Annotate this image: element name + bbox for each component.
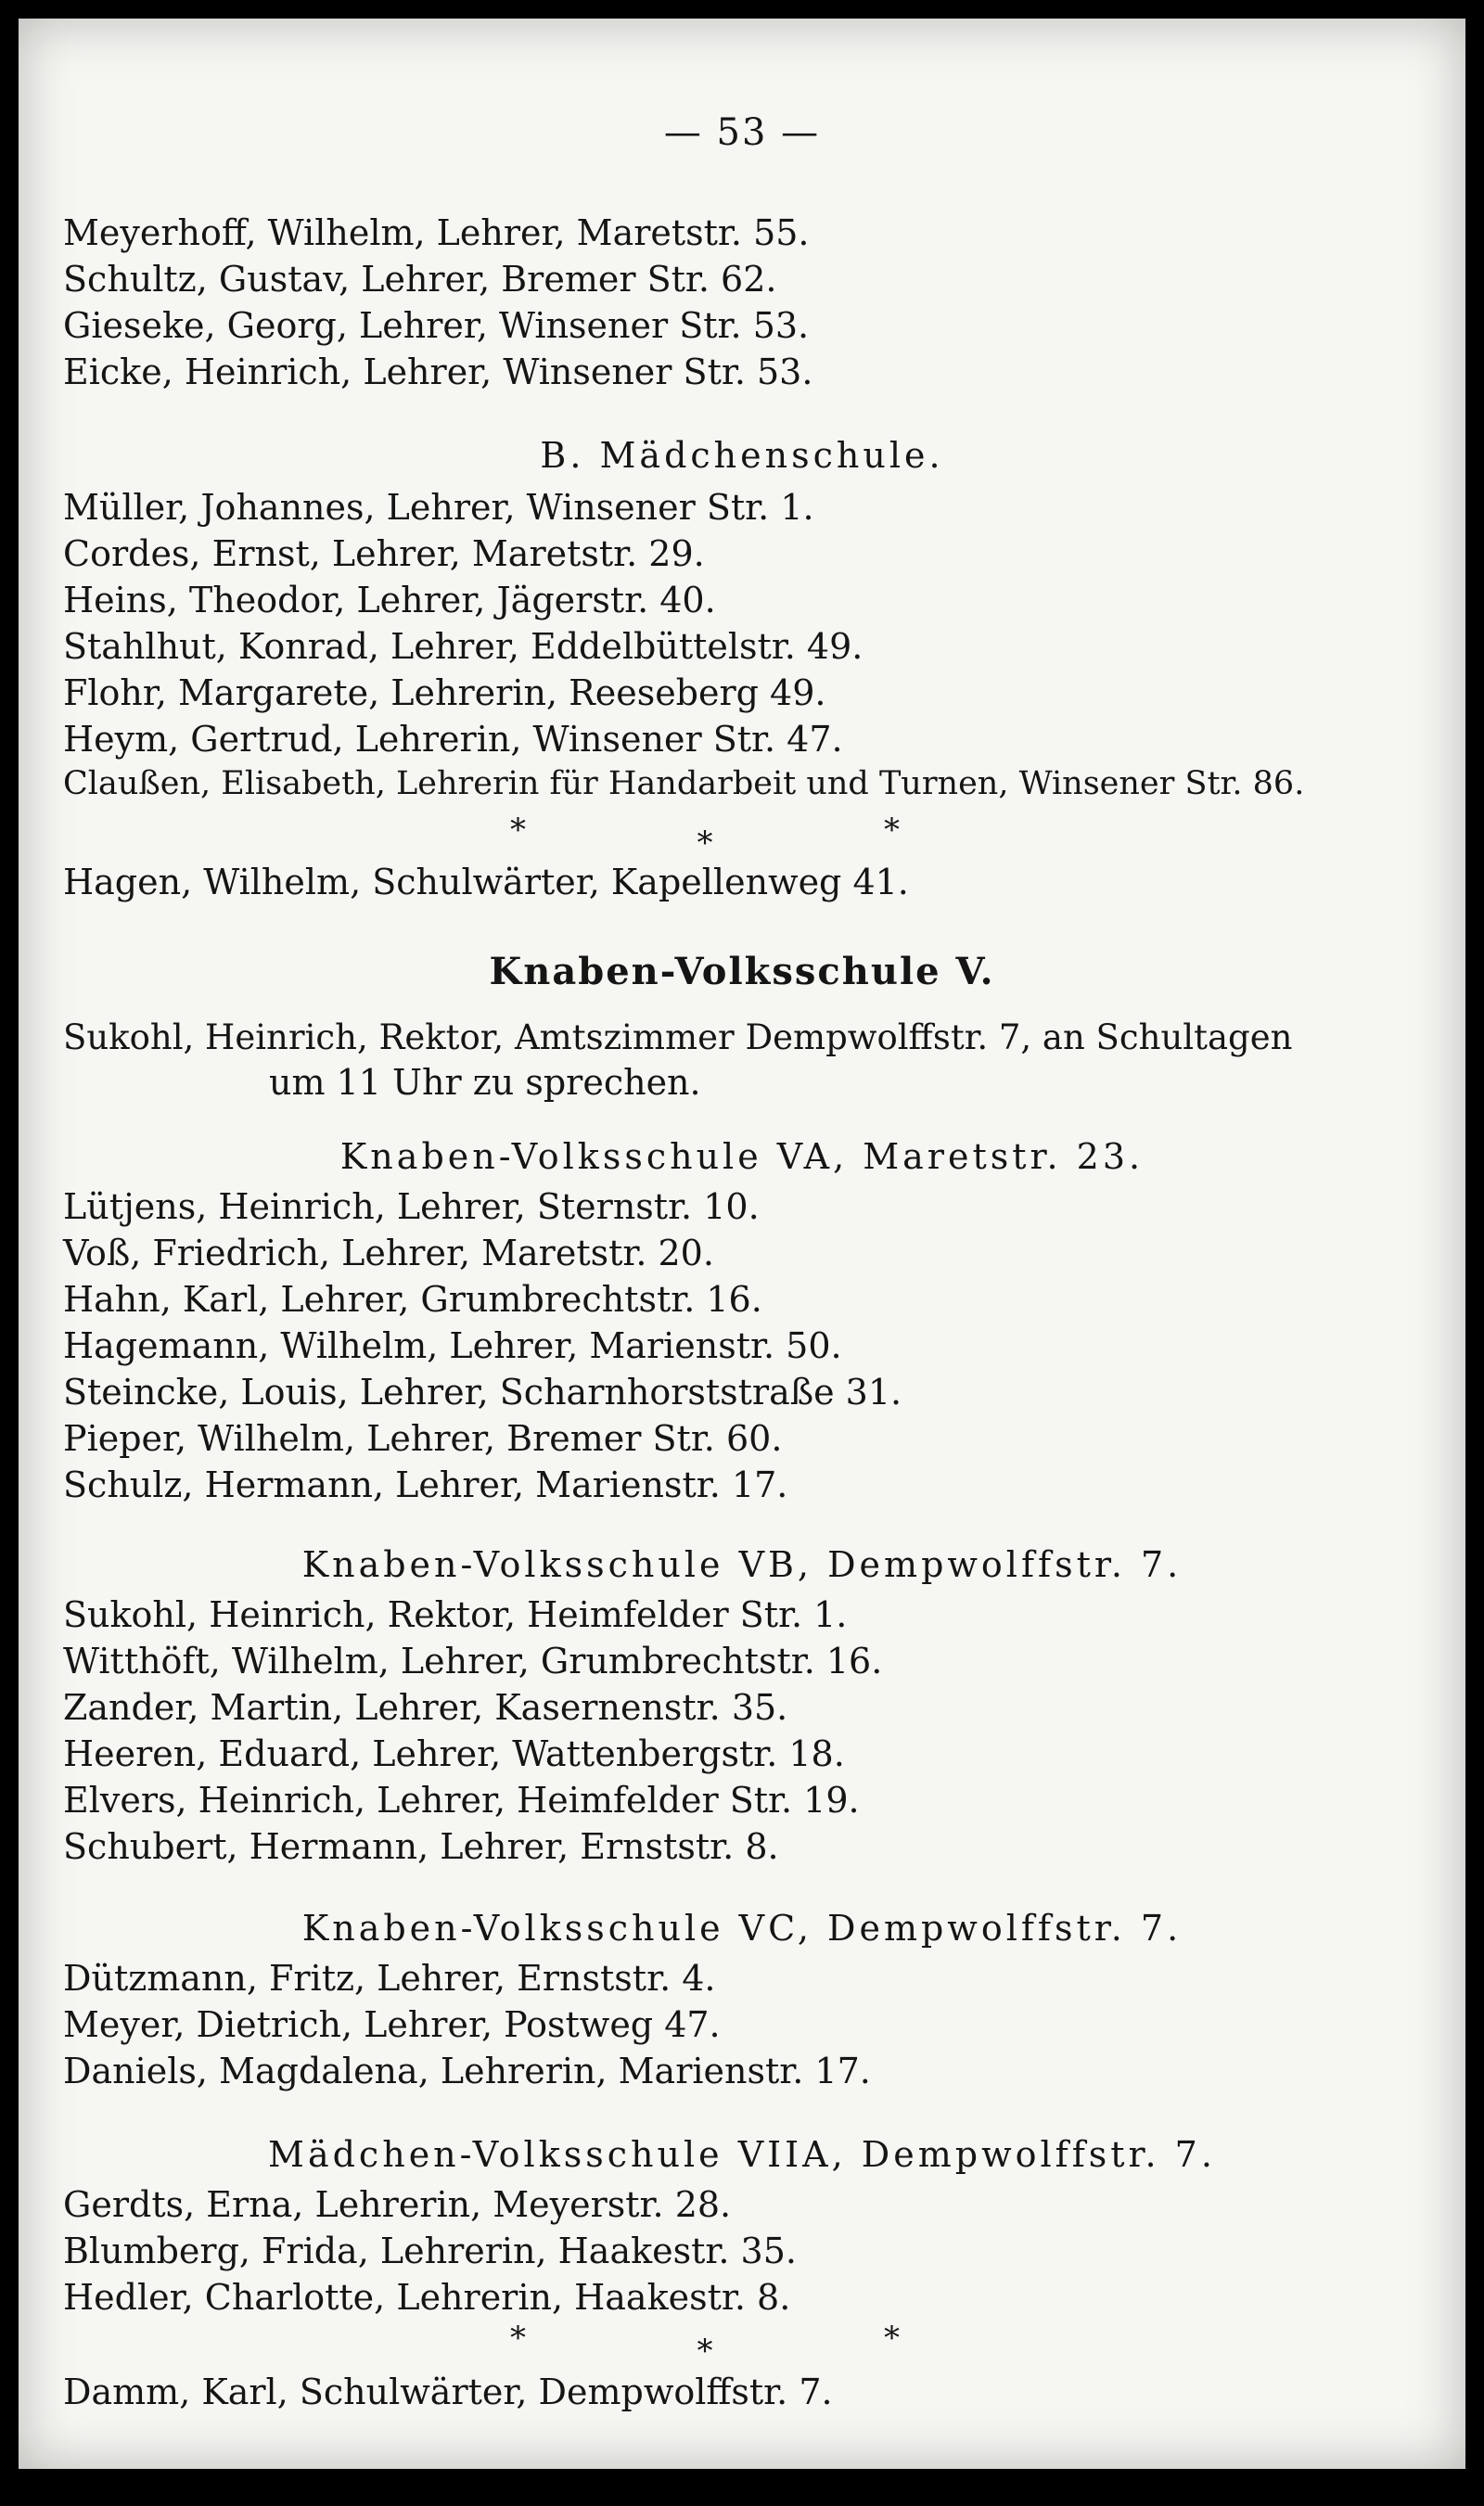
star-glyph: *: [510, 2320, 526, 2357]
list-item-continuation: um 11 Uhr zu sprechen.: [269, 1062, 701, 1103]
star-glyph: *: [697, 2333, 713, 2370]
list-item: Lütjens, Heinrich, Lehrer, Sternstr. 10.: [63, 1186, 760, 1227]
star-glyph: *: [884, 2320, 900, 2357]
section-heading-volksschule-v: Knaben-Volksschule V.: [489, 950, 995, 993]
list-item: Meyer, Dietrich, Lehrer, Postweg 47.: [63, 2004, 721, 2045]
list-item: Daniels, Magdalena, Lehrerin, Marienstr. 17.: [63, 2051, 871, 2091]
janitor-entry: Hagen, Wilhelm, Schulwärter, Kapellenweg 41.: [63, 862, 909, 902]
list-item: Dützmann, Fritz, Lehrer, Ernststr. 4.: [63, 1958, 716, 1999]
list-item: Flohr, Margarete, Lehrerin, Reeseberg 49.: [63, 672, 826, 713]
list-item: Sukohl, Heinrich, Rektor, Amtszimmer Dempwolffstr. 7, an Schultagen: [63, 1017, 1293, 1057]
star-glyph: *: [884, 812, 900, 849]
list-item: Steincke, Louis, Lehrer, Scharnhorststraße 31.: [63, 1372, 902, 1413]
star-glyph: *: [510, 812, 526, 849]
list-item: Müller, Johannes, Lehrer, Winsener Str. 1.: [63, 487, 814, 528]
document-page: [19, 19, 1465, 2469]
list-item: Gieseke, Georg, Lehrer, Winsener Str. 53.: [63, 305, 810, 346]
list-item: Gerdts, Erna, Lehrerin, Meyerstr. 28.: [63, 2184, 732, 2225]
separator-stars: [510, 812, 900, 862]
list-item: Schubert, Hermann, Lehrer, Ernststr. 8.: [63, 1826, 779, 1867]
section-heading-volksschule-va: Knaben-Volksschule VA, Maretstr. 23.: [339, 1136, 1145, 1177]
list-item: Blumberg, Frida, Lehrerin, Haakestr. 35.: [63, 2231, 797, 2271]
list-item: Witthöft, Wilhelm, Lehrer, Grumbrechtstr. 16.: [63, 1641, 883, 1681]
list-item: Hahn, Karl, Lehrer, Grumbrechtstr. 16.: [63, 1279, 762, 1320]
list-item: Heeren, Eduard, Lehrer, Wattenbergstr. 18.: [63, 1733, 845, 1774]
list-item: Hedler, Charlotte, Lehrerin, Haakestr. 8.: [63, 2277, 791, 2318]
list-item: Voß, Friedrich, Lehrer, Maretstr. 20.: [63, 1233, 714, 1273]
separator-stars: [510, 2320, 900, 2370]
list-item: Sukohl, Heinrich, Rektor, Heimfelder Str. 1.: [63, 1594, 848, 1635]
list-item: Claußen, Elisabeth, Lehrerin für Handarbeit und Turnen, Winsener Str. 86.: [63, 765, 1305, 802]
section-heading-volksschule-vc: Knaben-Volksschule VC, Dempwolffstr. 7.: [301, 1908, 1183, 1949]
list-item: Heym, Gertrud, Lehrerin, Winsener Str. 47.: [63, 719, 843, 760]
list-item: Eicke, Heinrich, Lehrer, Winsener Str. 53.: [63, 352, 813, 392]
section-heading-maedchenschule: B. Mädchenschule.: [540, 435, 944, 476]
section-heading-volksschule-viia: Mädchen-Volksschule VIIA, Dempwolffstr. 7.: [268, 2134, 1216, 2175]
list-item: Stahlhut, Konrad, Lehrer, Eddelbüttelstr. 49.: [63, 626, 864, 667]
list-item: Zander, Martin, Lehrer, Kasernenstr. 35.: [63, 1687, 788, 1728]
list-item: Cordes, Ernst, Lehrer, Maretstr. 29.: [63, 533, 705, 574]
list-item: Schultz, Gustav, Lehrer, Bremer Str. 62.: [63, 259, 777, 300]
list-item: Hagemann, Wilhelm, Lehrer, Marienstr. 50.: [63, 1325, 842, 1366]
list-item: Schulz, Hermann, Lehrer, Marienstr. 17.: [63, 1464, 788, 1505]
janitor-entry: Damm, Karl, Schulwärter, Dempwolffstr. 7.: [63, 2372, 833, 2412]
list-item: Elvers, Heinrich, Lehrer, Heimfelder Str. 19.: [63, 1780, 860, 1821]
list-item: Pieper, Wilhelm, Lehrer, Bremer Str. 60.: [63, 1418, 783, 1459]
list-item: Meyerhoff, Wilhelm, Lehrer, Maretstr. 55.: [63, 212, 810, 253]
list-item: Heins, Theodor, Lehrer, Jägerstr. 40.: [63, 580, 716, 620]
section-heading-volksschule-vb: Knaben-Volksschule VB, Dempwolffstr. 7.: [301, 1544, 1183, 1585]
star-glyph: *: [697, 825, 713, 862]
page-number: — 53 —: [663, 111, 821, 154]
